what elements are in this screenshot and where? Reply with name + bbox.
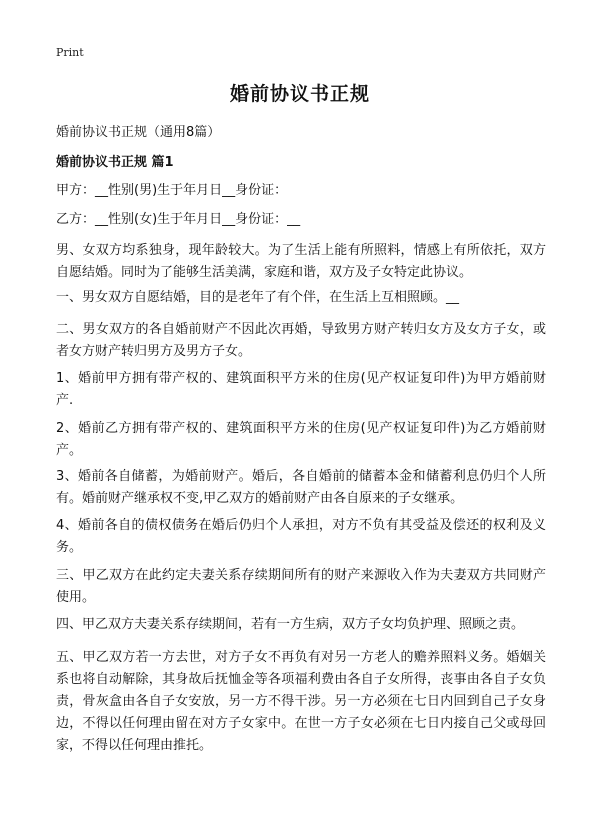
party-a-line: 甲方：__性别(男)生于年月日__身份证： — [56, 183, 288, 198]
clause-2-item-4: 4、婚前各自的债权债务在婚后仍归个人承担，对方不负有其受益及偿还的权利及义务。 — [56, 518, 546, 555]
clause-2-item-3: 3、婚前各自储蓄，为婚前财产。婚后，各自婚前的储蓄本金和储蓄利息仍归个人所有。婚前财产继承权不变,甲乙双方的婚前财产由各自原来的子女继承。 — [56, 469, 546, 506]
clause-5: 五、甲乙双方若一方去世，对方子女不再负有对另一方老人的赡养照料义务。婚姻关系也将自动解除，其身故后抚恤金等各项福利费由各自子女所得，丧事由各自子女负责，骨灰盒由各自子女安放，另一方不得干涉。另一方必须在七日内回到自己子女身边，不得以任何理由留在对方子女家中。在世一方子女必须在七日内接自己父或母回家，不得以任何理由推托。 — [56, 650, 546, 753]
clause-2-item-2: 2、婚前乙方拥有带产权的、建筑面积平方米的住房(见产权证复印件)为乙方婚前财产。 — [56, 421, 546, 458]
party-b-line: 乙方：__性别(女)生于年月日__身份证：__ — [56, 212, 301, 227]
preamble-paragraph: 男、女双方均系独身，现年龄较大。为了生活上能有所照料，情感上有所依托，双方自愿结婚。同时为了能够生活美满，家庭和谐，双方及子女特定此协议。 — [56, 243, 546, 280]
clause-2-item-1: 1、婚前甲方拥有带产权的、建筑面积平方米的住房(见产权证复印件)为甲方婚前财产. — [56, 371, 546, 408]
document-subtitle: 婚前协议书正规（通用8篇） — [56, 125, 221, 140]
document-title: 婚前协议书正规 — [229, 83, 370, 105]
clause-2: 二、男女双方的各自婚前财产不因此次再婚，导致男方财产转归女方及女方子女，或者女方财产转归男方及男方子女。 — [56, 322, 546, 359]
clause-1: 一、男女双方自愿结婚，目的是老年了有个伴，在生活上互相照顾。__ — [56, 290, 460, 305]
clause-4: 四、甲乙双方夫妻关系存续期间，若有一方生病，双方子女均负护理、照顾之责。 — [56, 617, 525, 632]
clause-3: 三、甲乙双方在此约定夫妻关系存续期间所有的财产来源收入作为夫妻双方共同财产使用。 — [56, 568, 546, 605]
print-label: Print — [56, 46, 84, 59]
section-title: 婚前协议书正规 篇1 — [56, 155, 174, 170]
